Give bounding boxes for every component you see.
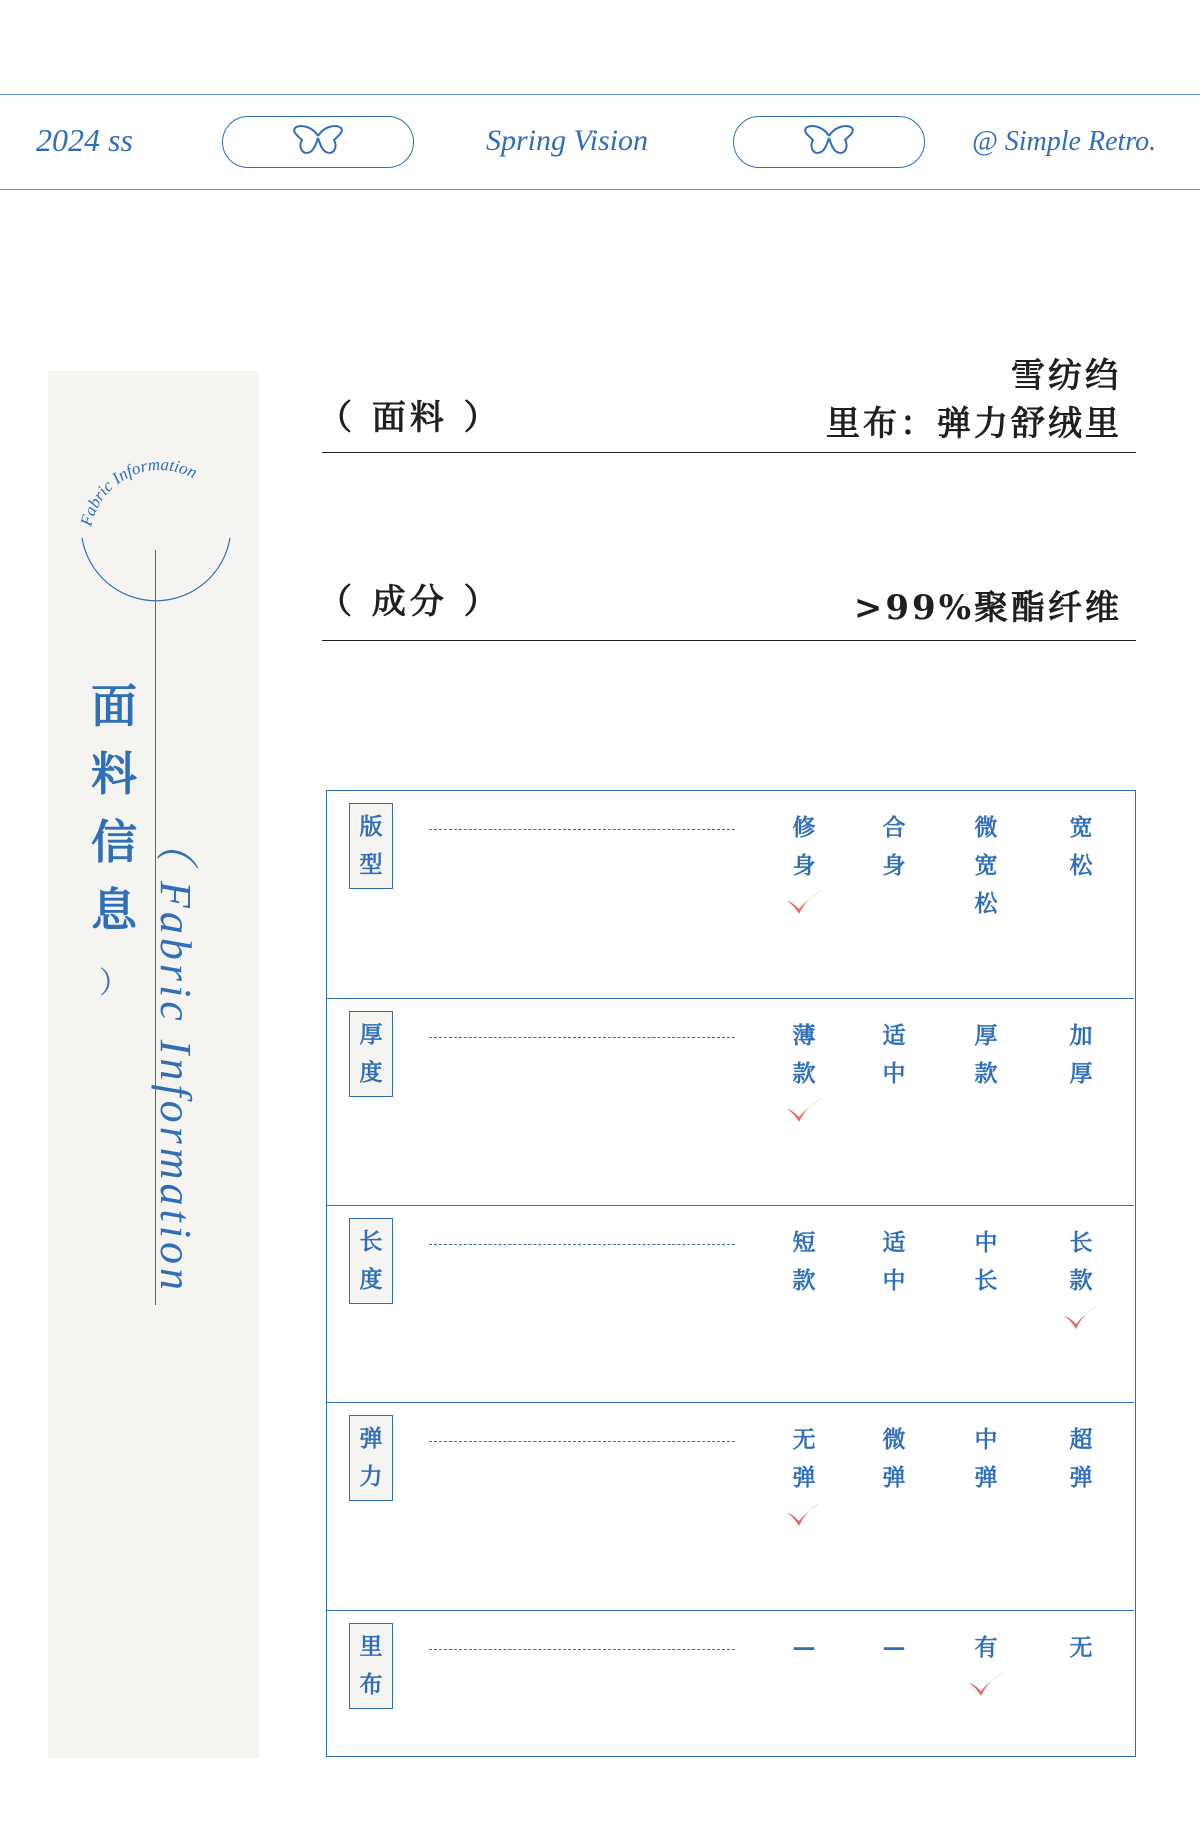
check-mark-icon xyxy=(784,1095,824,1125)
spec-row-tag xyxy=(349,1415,393,1501)
spec-option xyxy=(787,1629,821,1667)
spec-row-tag xyxy=(349,1218,393,1304)
spec-tag-char: 型 xyxy=(359,851,383,878)
title-char: 料 xyxy=(91,747,137,801)
spec-tag-char: 度 xyxy=(359,1059,383,1086)
title-close-paren: ） xyxy=(99,966,129,1001)
spec-option xyxy=(877,809,911,885)
fabric-rule xyxy=(322,452,1136,453)
spec-option-char: 弹 xyxy=(882,1464,906,1491)
spec-option xyxy=(969,1629,1003,1667)
spec-option-char: — xyxy=(882,1634,906,1661)
spec-option xyxy=(969,1224,1003,1300)
check-mark-icon xyxy=(784,887,824,917)
check-mark-icon xyxy=(784,1499,824,1529)
spec-option xyxy=(877,1421,911,1497)
spec-option xyxy=(787,1017,821,1093)
spec-row-tag xyxy=(349,1011,393,1097)
spec-option-char: 松 xyxy=(1069,852,1093,879)
composition-label: （ 成分 ） xyxy=(318,582,502,622)
spec-row-leader xyxy=(429,1037,735,1038)
spec-option xyxy=(877,1629,911,1667)
spec-option-char: 厚 xyxy=(974,1022,998,1049)
spec-row xyxy=(327,1402,1134,1611)
butterfly-badge-right xyxy=(733,116,925,168)
spec-row xyxy=(327,1610,1134,1756)
spec-row xyxy=(327,791,1134,998)
spec-option-char: 中 xyxy=(974,1229,998,1256)
spec-option-char: 有 xyxy=(974,1634,998,1661)
header-bottom-rule xyxy=(0,189,1200,190)
butterfly-badge-left xyxy=(222,116,414,168)
spec-option xyxy=(969,1421,1003,1497)
check-mark-icon xyxy=(966,1669,1006,1699)
fabric-value-lining: 里布：弹力舒绒里 xyxy=(826,404,1122,444)
spec-option-char: 长 xyxy=(974,1267,998,1294)
arc-text: Fabric Information xyxy=(76,454,201,528)
spec-option-char: 款 xyxy=(1069,1267,1093,1294)
spec-option xyxy=(969,1017,1003,1093)
fabric-value-main: 雪纺绉 xyxy=(1011,356,1122,396)
butterfly-icon xyxy=(801,122,857,162)
spec-option-char: 弹 xyxy=(1069,1464,1093,1491)
spec-row-leader xyxy=(429,829,735,830)
spec-option-char: — xyxy=(792,1634,816,1661)
spec-option-char: 中 xyxy=(974,1426,998,1453)
spec-option-char: 款 xyxy=(974,1060,998,1087)
brand-handle: @ Simple Retro. xyxy=(972,126,1157,157)
spec-option-char: 无 xyxy=(792,1426,816,1453)
spec-tag-char: 版 xyxy=(359,813,383,840)
title-char: 息 xyxy=(91,883,137,937)
arc-emblem xyxy=(70,440,250,620)
composition-rule xyxy=(322,640,1136,641)
spec-tag-char: 弹 xyxy=(359,1425,383,1452)
composition-value: >99%聚酯纤维 xyxy=(853,588,1122,628)
title-char: 信 xyxy=(91,815,137,869)
spec-row-leader xyxy=(429,1649,735,1650)
spec-tag-char: 长 xyxy=(359,1228,383,1255)
collection-title: Spring Vision xyxy=(486,124,648,157)
spec-option xyxy=(1064,809,1098,885)
spec-option-char: 宽 xyxy=(974,852,998,879)
season-label: 2024 ss xyxy=(36,122,133,158)
header-top-rule xyxy=(0,94,1200,95)
spec-option xyxy=(877,1224,911,1300)
spec-option xyxy=(1064,1224,1098,1300)
spec-tag-char: 度 xyxy=(359,1266,383,1293)
spec-row xyxy=(327,1205,1134,1403)
spec-option-char: 长 xyxy=(1069,1229,1093,1256)
spec-option-char: 中 xyxy=(882,1060,906,1087)
spec-option-char: 中 xyxy=(882,1267,906,1294)
spec-tag-char: 布 xyxy=(359,1671,383,1698)
butterfly-icon xyxy=(290,122,346,162)
spec-option-char: 宽 xyxy=(1069,814,1093,841)
spec-option xyxy=(877,1017,911,1093)
spec-option-char: 无 xyxy=(1069,1634,1093,1661)
spec-option xyxy=(1064,1421,1098,1497)
spec-option-char: 弹 xyxy=(974,1464,998,1491)
spec-option-char: 加 xyxy=(1069,1022,1093,1049)
spec-option xyxy=(787,1421,821,1497)
spec-option-char: 松 xyxy=(974,890,998,917)
spec-option xyxy=(1064,1017,1098,1093)
spec-row-leader xyxy=(429,1244,735,1245)
spec-option xyxy=(1064,1629,1098,1667)
spec-option xyxy=(787,1224,821,1300)
spec-option-char: 修 xyxy=(792,814,816,841)
spec-option-char: 适 xyxy=(882,1022,906,1049)
spec-tag-char: 力 xyxy=(359,1463,383,1490)
svg-text:Fabric Information xyxy=(76,455,200,529)
spec-option-char: 款 xyxy=(792,1267,816,1294)
spec-option-char: 款 xyxy=(792,1060,816,1087)
spec-tag-char: 里 xyxy=(359,1633,383,1660)
vertical-fabric-info: （ Fabric Information xyxy=(151,818,200,1294)
spec-option-char: 超 xyxy=(1069,1426,1093,1453)
spec-option-char: 短 xyxy=(792,1229,816,1256)
spec-row-tag xyxy=(349,1623,393,1709)
spec-option-char: 微 xyxy=(974,814,998,841)
spec-table xyxy=(326,790,1136,1757)
spec-option-char: 微 xyxy=(882,1426,906,1453)
spec-option xyxy=(969,809,1003,923)
spec-option-char: 厚 xyxy=(1069,1060,1093,1087)
fabric-label: （ 面料 ） xyxy=(318,398,502,438)
spec-row xyxy=(327,998,1134,1206)
spec-option-char: 薄 xyxy=(792,1022,816,1049)
spec-row-tag xyxy=(349,803,393,889)
spec-option-char: 弹 xyxy=(792,1464,816,1491)
spec-row-leader xyxy=(429,1441,735,1442)
spec-option-char: 合 xyxy=(882,814,906,841)
spec-option-char: 身 xyxy=(882,852,906,879)
spec-option-char: 适 xyxy=(882,1229,906,1256)
spec-tag-char: 厚 xyxy=(359,1021,383,1048)
spec-option xyxy=(787,809,821,885)
check-mark-icon xyxy=(1061,1302,1101,1332)
title-char: 面 xyxy=(91,679,137,733)
spec-option-char: 身 xyxy=(792,852,816,879)
